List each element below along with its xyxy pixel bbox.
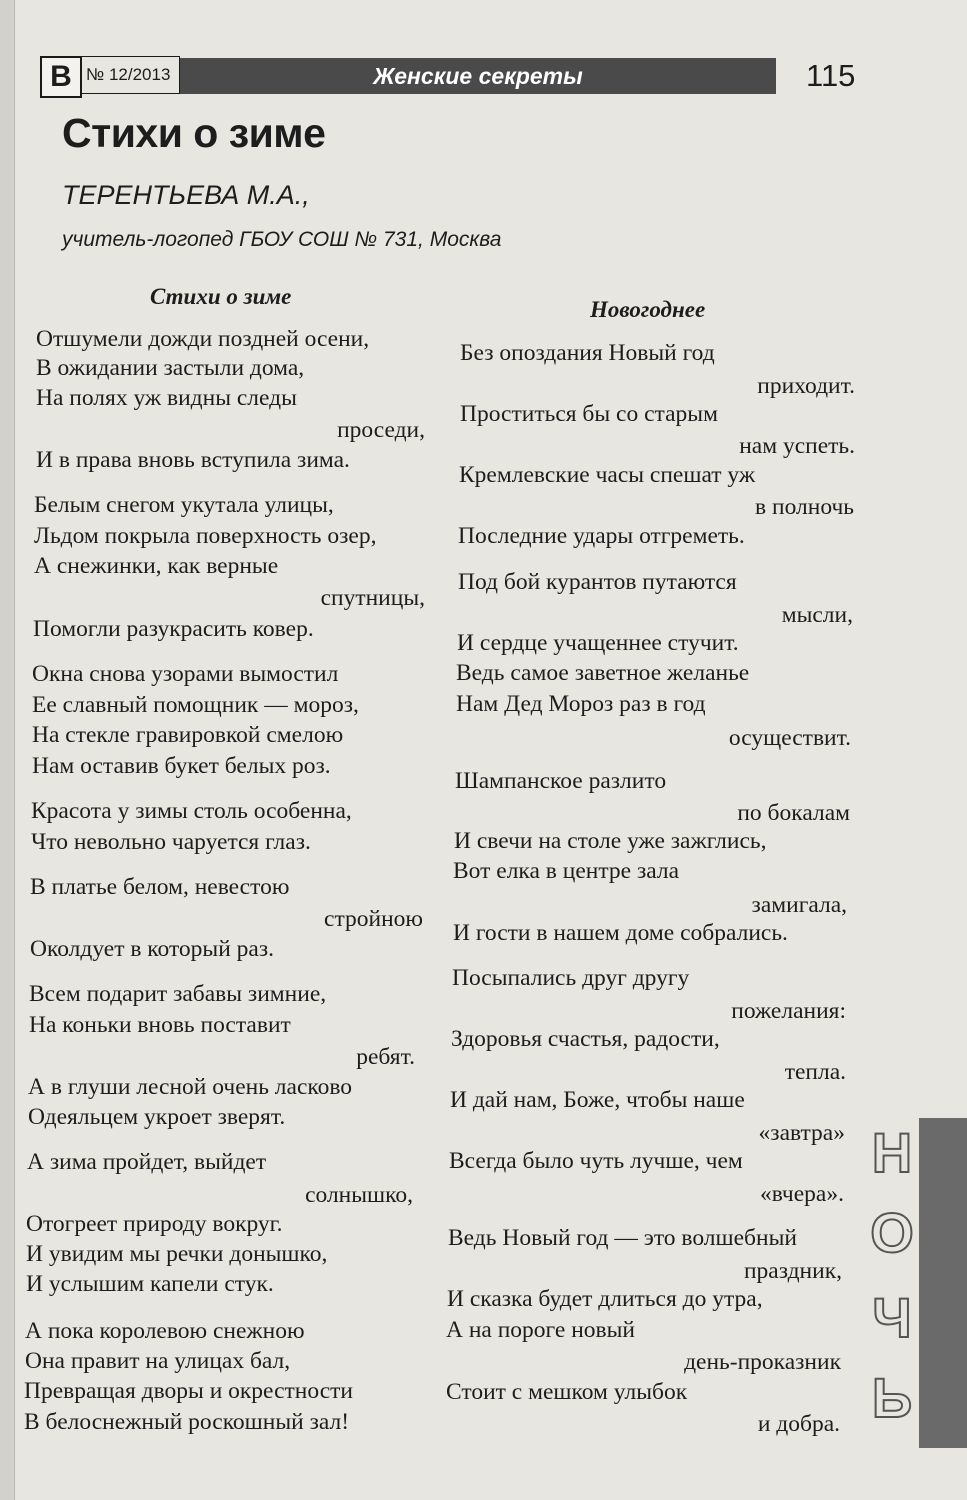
page-edge <box>0 0 15 1500</box>
poem-left-line: проседи, <box>337 417 425 443</box>
poem-right-line: мысли, <box>781 602 853 628</box>
poem-left-line: Что невольно чаруется глаз. <box>31 829 311 855</box>
poem-right-line: Ведь самое заветное желанье <box>456 660 750 686</box>
poem-left-line: Белым снегом укутала улицы, <box>34 492 334 518</box>
poem-right-line: нам успеть. <box>739 433 855 459</box>
poem-left-title: Стихи о зиме <box>150 284 292 309</box>
poem-right-line: И сказка будет длиться до утра, <box>447 1286 763 1312</box>
poem-right-line: Проститься бы со старым <box>460 401 718 427</box>
poem-left-line: Помогли разукрасить ковер. <box>33 616 314 642</box>
poem-right-line: Всегда было чуть лучше, чем <box>449 1148 743 1174</box>
poem-right-line: и добра. <box>757 1411 840 1437</box>
poem-right-title: Новогоднее <box>590 297 706 322</box>
poem-left-line: Окна снова узорами вымостил <box>32 661 339 687</box>
poem-left-line: Ее славный помощник — мороз, <box>32 692 359 718</box>
poem-left-line: В платье белом, невестою <box>30 874 290 900</box>
poem-right-line: «вчера». <box>759 1181 844 1207</box>
poem-right-line: осуществит. <box>728 725 851 751</box>
poem-right-line: Здоровья счастья, радости, <box>451 1026 720 1052</box>
poem-right-line: Шампанское разлито <box>455 768 667 794</box>
poem-left-line: На стекле гравировкой смелою <box>32 722 344 748</box>
poem-left-line: Околдует в который раз. <box>30 936 275 962</box>
poem-right-line: тепла. <box>784 1059 846 1085</box>
poem-left-line: солнышко, <box>305 1182 413 1208</box>
poem-left-line: А в глуши лесной очень ласково <box>28 1074 353 1100</box>
section-side-tab <box>919 1118 967 1448</box>
poem-right-line: день-проказник <box>684 1349 841 1375</box>
poem-right-line: приходит. <box>757 373 855 399</box>
poem-right-line: Последние удары отгреметь. <box>458 523 745 549</box>
poem-left-line: А зима пройдет, выйдет <box>27 1149 267 1175</box>
poem-left-line: ребят. <box>356 1044 415 1070</box>
poem-right-line: Под бой курантов путаются <box>458 569 737 595</box>
poem-left-line: В ожидании застыли дома, <box>36 355 305 381</box>
magazine-logo: В <box>40 56 82 98</box>
poem-right-line: И гости в нашем доме собрались. <box>453 920 788 946</box>
poem-right-line: Без опоздания Новый год <box>460 340 715 366</box>
poem-left-line: И услышим капели стук. <box>26 1271 274 1297</box>
poem-right-line: Нам Дед Мороз раз в год <box>456 691 706 717</box>
issue-number: № 12/2013 <box>80 56 180 94</box>
poem-left-line: В белоснежный роскошный зал! <box>24 1409 350 1435</box>
poem-left-line: спутницы, <box>320 585 425 611</box>
poem-right-line: И сердце учащеннее стучит. <box>457 630 739 656</box>
poem-right-line: «завтра» <box>758 1120 845 1146</box>
poem-left-line: И в права вновь вступила зима. <box>36 447 350 473</box>
poem-left-line: Красота у зимы столь особенна, <box>31 798 352 824</box>
author-affiliation: учитель-логопед ГБОУ СОШ № 731, Москва <box>62 228 502 251</box>
side-tab-letter: Ч <box>872 1286 912 1349</box>
poem-left-line: Отогреет природу вокруг. <box>26 1211 283 1237</box>
poem-left-line: И увидим мы речки донышко, <box>26 1241 328 1267</box>
author-name: ТЕРЕНТЬЕВА М.А., <box>62 180 310 210</box>
poem-right-line: Вот елка в центре зала <box>453 858 680 884</box>
rubric-label: Женские секреты <box>373 62 583 89</box>
poem-right-line: И дай нам, Боже, чтобы наше <box>450 1087 745 1113</box>
poem-right-line: праздник, <box>743 1258 842 1284</box>
poem-left-line: А пока королевою снежною <box>25 1318 305 1344</box>
poem-left-line: Она правит на улицах бал, <box>25 1348 291 1374</box>
poem-right-line: Ведь Новый год — это волшебный <box>448 1225 797 1251</box>
poem-right-line: Стоит с мешком улыбок <box>446 1379 688 1405</box>
poem-left-line: На коньки вновь поставит <box>29 1012 291 1038</box>
article-title: Стихи о зиме <box>62 110 326 156</box>
poem-left-line: Превращая дворы и окрестности <box>24 1378 353 1404</box>
poem-left-line: Льдом покрыла поверхность озер, <box>34 523 377 549</box>
poem-left-line: Всем подарит забавы зимние, <box>29 981 327 1007</box>
poem-right-line: А на пороге новый <box>446 1317 635 1343</box>
poem-right-line: по бокалам <box>737 800 850 826</box>
poem-left-line: Нам оставив букет белых роз. <box>32 753 331 779</box>
side-tab-letter: Н <box>871 1121 913 1184</box>
poem-left-line: Одеяльцем укроет зверят. <box>28 1104 286 1130</box>
poem-right-line: И свечи на столе уже зажглись, <box>454 828 767 854</box>
rubric-banner <box>180 58 776 94</box>
poem-right-line: замигала, <box>751 892 847 918</box>
poem-left-line: На полях уж видны следы <box>36 385 297 411</box>
poem-left-line: Отшумели дожди поздней осени, <box>36 326 370 352</box>
side-tab-letter: Ь <box>871 1366 913 1429</box>
poem-right-line: Кремлевские часы спешат уж <box>459 462 756 488</box>
poem-left-line: стройною <box>324 906 423 932</box>
page-number: 115 <box>806 58 856 93</box>
side-tab-letter: О <box>870 1201 914 1264</box>
poem-right-line: Посыпались друг другу <box>452 965 690 991</box>
poem-left-line: А снежинки, как верные <box>34 553 279 579</box>
poem-right-line: в полночь <box>755 494 854 520</box>
poem-right-line: пожелания: <box>731 998 846 1024</box>
